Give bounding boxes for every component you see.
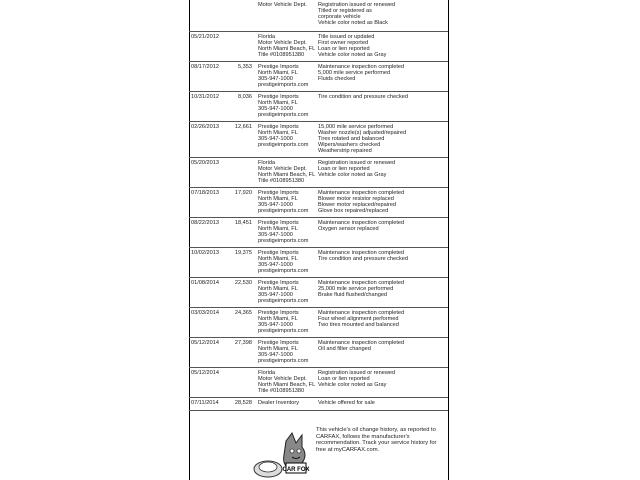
history-row — [189, 188, 448, 218]
comment-line: Maintenance inspection completed — [318, 310, 405, 316]
source-line: prestigeimports.com — [258, 82, 309, 89]
source-line: Prestige Imports — [258, 340, 299, 346]
history-row — [189, 278, 448, 308]
source-line: Motor Vehicle Dept. — [258, 2, 307, 8]
history-row — [189, 218, 448, 248]
history-row — [189, 32, 448, 62]
row-comments — [318, 340, 404, 352]
row-mileage: 27,398 — [234, 340, 252, 346]
history-row — [189, 62, 448, 92]
source-line: 305-947-1000 — [258, 262, 293, 269]
comment-line: Registration issued or renewed — [318, 160, 396, 166]
comment-line: corporate vehicle — [318, 14, 361, 21]
source-line: prestigeimports.com — [258, 112, 309, 119]
source-line: Title #0108951380 — [258, 388, 305, 395]
source-line: prestigeimports.com — [258, 268, 309, 275]
comment-line: Loan or lien reported — [318, 376, 370, 383]
history-row — [189, 92, 448, 122]
row-comments — [318, 190, 404, 214]
comment-line: Weatherstrip repaired — [318, 148, 372, 155]
row-comments — [318, 220, 404, 232]
comment-line: Vehicle color noted as Black — [318, 20, 388, 27]
row-date: 03/03/2014 — [191, 310, 219, 316]
comment-line: Loan or lien reported — [318, 46, 370, 53]
source-line: North Miami Beach, FL — [258, 172, 316, 179]
comment-line: Vehicle color noted as Gray — [318, 172, 387, 179]
row-comments — [318, 2, 395, 26]
source-line: North Miami Beach, FL — [258, 382, 316, 389]
source-line: Prestige Imports — [258, 64, 299, 70]
row-date: 05/12/2014 — [191, 340, 219, 346]
row-source — [258, 94, 308, 118]
source-line: 305-947-1000 — [258, 232, 293, 239]
history-row — [189, 368, 448, 398]
comment-line: 15,000 mile service performed — [318, 124, 394, 130]
row-date: 08/22/2013 — [191, 220, 219, 226]
row-source — [258, 340, 308, 364]
comment-line: Oil and filter changed — [318, 346, 371, 353]
row-source — [258, 190, 308, 214]
source-line: prestigeimports.com — [258, 298, 309, 305]
source-line: North Miami, FL — [258, 196, 298, 203]
source-line: North Miami, FL — [258, 130, 298, 137]
comment-line: Vehicle offered for sale — [318, 400, 375, 406]
row-mileage: 28,528 — [234, 400, 252, 406]
oil-change-footer — [189, 421, 448, 480]
source-line: North Miami, FL — [258, 70, 298, 77]
source-line: prestigeimports.com — [258, 238, 309, 245]
row-comments — [318, 64, 404, 82]
history-row — [189, 248, 448, 278]
history-row — [189, 122, 448, 158]
comment-line: Registration issued or renewed — [318, 2, 396, 8]
comment-line: 5,000 mile service performed — [318, 70, 391, 77]
comment-line: Fluids checked — [318, 76, 356, 83]
row-mileage: 24,365 — [234, 310, 252, 316]
comment-line: Oxygen sensor replaced — [318, 226, 379, 233]
row-comments — [318, 94, 408, 100]
page-border-right — [448, 0, 449, 480]
source-line: Florida — [258, 160, 276, 166]
history-row — [189, 158, 448, 188]
source-line: prestigeimports.com — [258, 142, 309, 149]
comment-line: Wipers/washers checked — [318, 142, 381, 149]
comment-line: Vehicle color noted as Gray — [318, 52, 387, 59]
row-source — [258, 400, 299, 406]
comment-line: Maintenance inspection completed — [318, 280, 405, 286]
row-source — [258, 310, 308, 334]
row-source — [258, 2, 307, 8]
oil-change-note: This vehicle's oil change history, as reported to CARFAX, follows the manufacturer's recommendation. Track your service history for free at myCARFAX.com. — [316, 427, 437, 453]
source-line: prestigeimports.com — [258, 208, 309, 215]
source-line: North Miami, FL — [258, 286, 298, 293]
row-source — [258, 250, 308, 274]
history-row — [189, 338, 448, 368]
source-line: 305-947-1000 — [258, 292, 293, 299]
comment-line: Two tires mounted and balanced — [318, 322, 399, 329]
row-comments — [318, 400, 375, 406]
history-row — [189, 398, 448, 411]
row-date: 07/11/2014 — [191, 400, 219, 406]
source-line: Title #0108951380 — [258, 52, 305, 59]
comment-line: Title issued or updated — [318, 34, 375, 40]
source-line: prestigeimports.com — [258, 328, 309, 335]
source-line: Prestige Imports — [258, 94, 299, 100]
comment-line: Blower motor replaced/repaired — [318, 202, 397, 209]
row-date: 10/31/2012 — [191, 94, 219, 100]
row-source — [258, 280, 308, 304]
source-line: Title #0108951380 — [258, 178, 305, 185]
row-date: 05/21/2012 — [191, 34, 219, 40]
comment-line: Blower motor resistor replaced — [318, 196, 394, 203]
source-line: 305-947-1000 — [258, 202, 293, 209]
row-mileage: 19,375 — [234, 250, 252, 256]
source-line: Florida — [258, 370, 276, 376]
comment-line: Glove box repaired/replaced — [318, 208, 389, 215]
source-line: North Miami, FL — [258, 226, 298, 233]
source-line: Motor Vehicle Dept. — [258, 166, 307, 173]
comment-line: 25,000 mile service performed — [318, 286, 394, 293]
source-line: Motor Vehicle Dept. — [258, 376, 307, 383]
source-line: Dealer Inventory — [258, 400, 300, 406]
source-line: Prestige Imports — [258, 190, 299, 196]
row-mileage: 18,451 — [234, 220, 252, 226]
row-source — [258, 370, 315, 394]
row-source — [258, 34, 315, 58]
comment-line: Maintenance inspection completed — [318, 250, 405, 256]
comment-line: Titled or registered as — [318, 8, 372, 15]
row-comments — [318, 370, 395, 388]
row-source — [258, 220, 308, 244]
row-mileage: 17,920 — [234, 190, 252, 196]
source-line: Prestige Imports — [258, 250, 299, 256]
comment-line: Brake fluid flushed/changed — [318, 292, 388, 299]
comment-line: Maintenance inspection completed — [318, 64, 405, 70]
carfox-mascot-icon — [246, 429, 316, 479]
row-comments — [318, 250, 408, 262]
source-line: Florida — [258, 34, 276, 40]
carfox-logo-text: CAR FOX — [282, 467, 310, 473]
comment-line: Four wheel alignment performed — [318, 316, 399, 323]
source-line: 305-947-1000 — [258, 106, 293, 113]
row-date: 05/12/2014 — [191, 370, 219, 376]
row-mileage: 12,661 — [234, 124, 252, 130]
row-comments — [318, 34, 386, 58]
source-line: Prestige Imports — [258, 124, 299, 130]
source-line: Prestige Imports — [258, 280, 299, 286]
comment-line: Maintenance inspection completed — [318, 340, 405, 346]
source-line: North Miami, FL — [258, 316, 298, 323]
comment-line: Registration issued or renewed — [318, 370, 396, 376]
row-date: 02/26/2013 — [191, 124, 219, 130]
comment-line: Maintenance inspection completed — [318, 190, 405, 196]
source-line: Prestige Imports — [258, 310, 299, 316]
comment-line: Maintenance inspection completed — [318, 220, 405, 226]
comment-line: Washer nozzle(s) adjusted/repaired — [318, 130, 407, 137]
source-line: North Miami Beach, FL — [258, 46, 316, 53]
source-line: Prestige Imports — [258, 220, 299, 226]
row-date: 05/20/2013 — [191, 160, 219, 166]
row-comments — [318, 124, 406, 154]
row-date: 08/17/2012 — [191, 64, 219, 70]
row-source — [258, 160, 315, 184]
comment-line: Tires rotated and balanced — [318, 136, 385, 143]
source-line: North Miami, FL — [258, 346, 298, 353]
source-line: prestigeimports.com — [258, 358, 309, 365]
row-comments — [318, 280, 404, 298]
row-date: 01/08/2014 — [191, 280, 219, 286]
source-line: 305-947-1000 — [258, 322, 293, 329]
source-line: 305-947-1000 — [258, 76, 293, 83]
source-line: North Miami, FL — [258, 256, 298, 263]
row-comments — [318, 160, 395, 178]
comment-line: First owner reported — [318, 40, 369, 47]
history-row — [189, 0, 448, 32]
row-date: 07/18/2013 — [191, 190, 219, 196]
history-row — [189, 308, 448, 338]
source-line: 305-947-1000 — [258, 136, 293, 143]
row-mileage: 8,036 — [238, 94, 252, 100]
row-source — [258, 124, 308, 148]
comment-line: Tire condition and pressure checked — [318, 94, 408, 100]
comment-line: Vehicle color noted as Gray — [318, 382, 387, 389]
row-mileage: 5,353 — [238, 64, 252, 70]
source-line: 305-947-1000 — [258, 352, 293, 359]
source-line: Motor Vehicle Dept. — [258, 40, 307, 47]
row-comments — [318, 310, 404, 328]
source-line: North Miami, FL — [258, 100, 298, 107]
comment-line: Tire condition and pressure checked — [318, 256, 408, 263]
comment-line: Loan or lien reported — [318, 166, 370, 173]
row-mileage: 22,530 — [234, 280, 252, 286]
row-source — [258, 64, 308, 88]
row-date: 10/02/2013 — [191, 250, 219, 256]
